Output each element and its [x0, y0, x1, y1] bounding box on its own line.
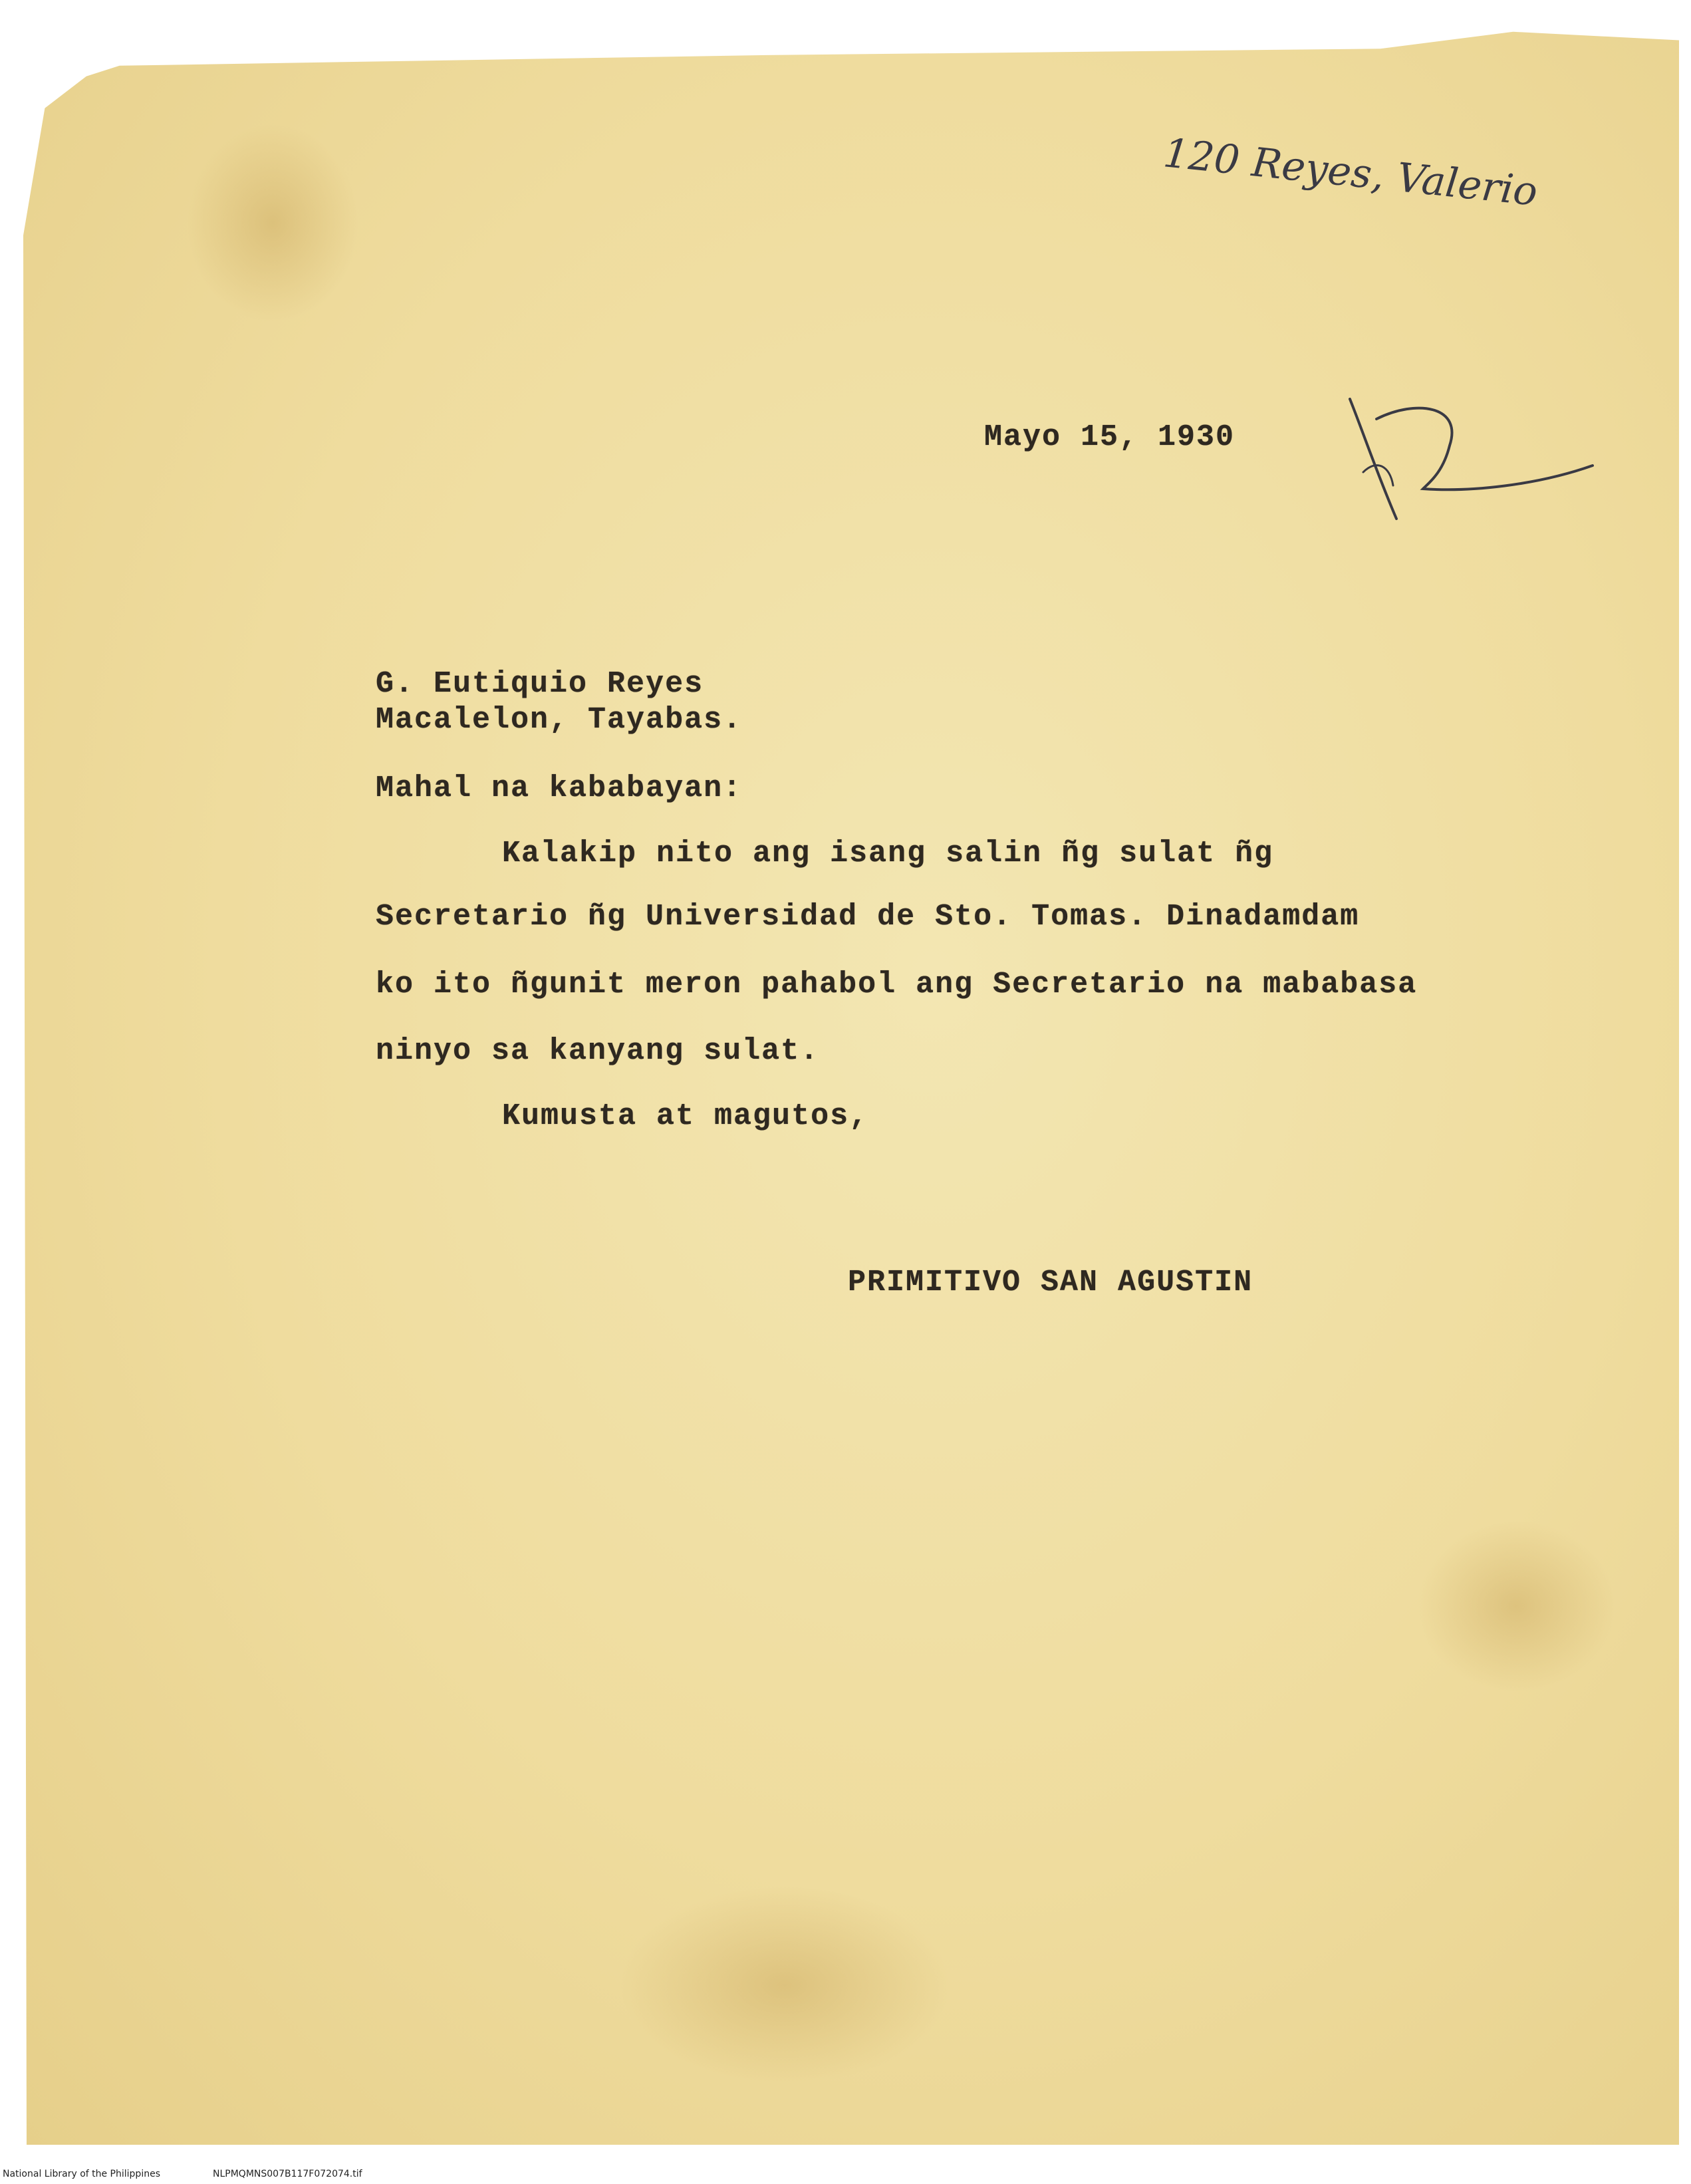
recipient-address: Macalelon, Tayabas.	[376, 703, 743, 737]
body-line: ko ito ñgunit meron pahabol ang Secretario na mababasa	[376, 968, 1418, 1002]
salutation: Mahal na kababayan:	[376, 771, 743, 805]
recipient-name: G. Eutiquio Reyes	[376, 667, 704, 701]
body-line: ninyo sa kanyang sulat.	[376, 1034, 820, 1068]
paper-stain	[618, 1885, 951, 2085]
paper-stain	[1416, 1520, 1616, 1693]
body-line: Kalakip nito ang isang salin ñg sulat ñg	[502, 837, 1274, 871]
paper-stain	[186, 123, 359, 323]
closing: Kumusta at magutos,	[502, 1099, 869, 1133]
handwritten-annotation: 120 Reyes, Valerio	[1161, 130, 1540, 215]
check-mark-icon	[1337, 392, 1603, 539]
footer-institution: National Library of the Philippines	[3, 2169, 160, 2179]
footer-filename: NLPMQMNS007B117F072074.tif	[213, 2169, 362, 2179]
signature: PRIMITIVO SAN AGUSTIN	[848, 1266, 1253, 1299]
body-line: Secretario ñg Universidad de Sto. Tomas. Dinadamdam	[376, 900, 1360, 934]
letter-date: Mayo 15, 1930	[984, 420, 1236, 454]
letter-page	[20, 23, 1679, 2145]
